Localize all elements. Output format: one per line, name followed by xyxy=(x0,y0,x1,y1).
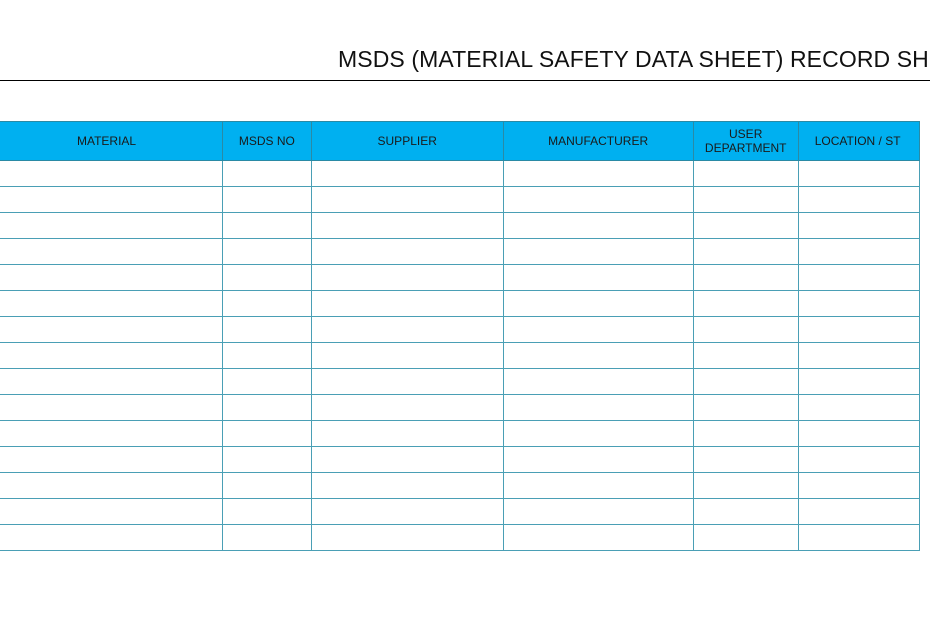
table-header-row xyxy=(0,122,920,161)
cell-msds-no[interactable] xyxy=(223,499,312,525)
cell-supplier[interactable] xyxy=(311,525,503,551)
cell-supplier[interactable] xyxy=(311,213,503,239)
cell-msds-no[interactable] xyxy=(223,525,312,551)
cell-material[interactable] xyxy=(0,421,223,447)
cell-user-department[interactable] xyxy=(693,239,798,265)
cell-msds-no[interactable] xyxy=(223,161,312,187)
cell-supplier[interactable] xyxy=(311,421,503,447)
msds-record-table xyxy=(0,121,920,551)
cell-material[interactable] xyxy=(0,343,223,369)
table-row xyxy=(0,291,920,317)
header-user-department-line2: DEPARTMENT xyxy=(704,141,787,155)
header-msds-no: MSDS NO xyxy=(223,122,312,161)
cell-material[interactable] xyxy=(0,395,223,421)
cell-manufacturer[interactable] xyxy=(503,473,693,499)
table-row xyxy=(0,239,920,265)
table-row xyxy=(0,499,920,525)
cell-manufacturer[interactable] xyxy=(503,317,693,343)
cell-supplier[interactable] xyxy=(311,499,503,525)
cell-manufacturer[interactable] xyxy=(503,499,693,525)
cell-user-department[interactable] xyxy=(693,213,798,239)
header-user-department xyxy=(693,122,798,161)
cell-material[interactable] xyxy=(0,265,223,291)
table-row xyxy=(0,395,920,421)
cell-msds-no[interactable] xyxy=(223,213,312,239)
cell-manufacturer[interactable] xyxy=(503,239,693,265)
cell-location[interactable] xyxy=(798,317,919,343)
cell-material[interactable] xyxy=(0,213,223,239)
cell-location[interactable] xyxy=(798,291,919,317)
cell-supplier[interactable] xyxy=(311,473,503,499)
table-row xyxy=(0,187,920,213)
cell-supplier[interactable] xyxy=(311,395,503,421)
cell-msds-no[interactable] xyxy=(223,291,312,317)
header-location: LOCATION / ST xyxy=(798,122,919,161)
cell-manufacturer[interactable] xyxy=(503,213,693,239)
cell-user-department[interactable] xyxy=(693,187,798,213)
cell-location[interactable] xyxy=(798,161,919,187)
cell-manufacturer[interactable] xyxy=(503,161,693,187)
cell-material[interactable] xyxy=(0,291,223,317)
cell-manufacturer[interactable] xyxy=(503,421,693,447)
title-underline xyxy=(0,80,930,81)
cell-user-department[interactable] xyxy=(693,447,798,473)
header-supplier: SUPPLIER xyxy=(311,122,503,161)
cell-user-department[interactable] xyxy=(693,395,798,421)
cell-material[interactable] xyxy=(0,473,223,499)
table-row xyxy=(0,213,920,239)
cell-manufacturer[interactable] xyxy=(503,343,693,369)
header-user-department-line1: USER xyxy=(729,127,763,141)
cell-msds-no[interactable] xyxy=(223,447,312,473)
cell-supplier[interactable] xyxy=(311,239,503,265)
cell-user-department[interactable] xyxy=(693,525,798,551)
cell-msds-no[interactable] xyxy=(223,343,312,369)
cell-location[interactable] xyxy=(798,395,919,421)
cell-msds-no[interactable] xyxy=(223,421,312,447)
cell-user-department[interactable] xyxy=(693,369,798,395)
cell-material[interactable] xyxy=(0,161,223,187)
cell-location[interactable] xyxy=(798,213,919,239)
cell-location[interactable] xyxy=(798,525,919,551)
cell-msds-no[interactable] xyxy=(223,265,312,291)
cell-supplier[interactable] xyxy=(311,317,503,343)
cell-material[interactable] xyxy=(0,525,223,551)
cell-msds-no[interactable] xyxy=(223,395,312,421)
cell-user-department[interactable] xyxy=(693,343,798,369)
cell-material[interactable] xyxy=(0,369,223,395)
cell-msds-no[interactable] xyxy=(223,369,312,395)
cell-user-department[interactable] xyxy=(693,421,798,447)
cell-location[interactable] xyxy=(798,239,919,265)
cell-location[interactable] xyxy=(798,447,919,473)
table-row xyxy=(0,161,920,187)
cell-user-department[interactable] xyxy=(693,161,798,187)
header-material: MATERIAL xyxy=(0,122,223,161)
cell-location[interactable] xyxy=(798,265,919,291)
cell-material[interactable] xyxy=(0,499,223,525)
cell-location[interactable] xyxy=(798,421,919,447)
document-title: MSDS (MATERIAL SAFETY DATA SHEET) RECORD SH xyxy=(338,46,929,72)
table-row xyxy=(0,317,920,343)
cell-user-department[interactable] xyxy=(693,499,798,525)
table-row xyxy=(0,447,920,473)
table-row xyxy=(0,369,920,395)
cell-msds-no[interactable] xyxy=(223,187,312,213)
cell-location[interactable] xyxy=(798,187,919,213)
table-row xyxy=(0,265,920,291)
cell-manufacturer[interactable] xyxy=(503,187,693,213)
cell-location[interactable] xyxy=(798,499,919,525)
cell-supplier[interactable] xyxy=(311,447,503,473)
cell-msds-no[interactable] xyxy=(223,473,312,499)
header-manufacturer: MANUFACTURER xyxy=(503,122,693,161)
cell-user-department[interactable] xyxy=(693,317,798,343)
cell-manufacturer[interactable] xyxy=(503,265,693,291)
cell-manufacturer[interactable] xyxy=(503,447,693,473)
cell-location[interactable] xyxy=(798,369,919,395)
table-row xyxy=(0,525,920,551)
cell-supplier[interactable] xyxy=(311,161,503,187)
cell-user-department[interactable] xyxy=(693,473,798,499)
cell-material[interactable] xyxy=(0,447,223,473)
cell-user-department[interactable] xyxy=(693,265,798,291)
cell-supplier[interactable] xyxy=(311,291,503,317)
cell-manufacturer[interactable] xyxy=(503,525,693,551)
table-row xyxy=(0,473,920,499)
cell-msds-no[interactable] xyxy=(223,239,312,265)
cell-manufacturer[interactable] xyxy=(503,395,693,421)
cell-manufacturer[interactable] xyxy=(503,291,693,317)
cell-supplier[interactable] xyxy=(311,265,503,291)
cell-supplier[interactable] xyxy=(311,187,503,213)
cell-material[interactable] xyxy=(0,239,223,265)
cell-material[interactable] xyxy=(0,317,223,343)
cell-supplier[interactable] xyxy=(311,343,503,369)
cell-location[interactable] xyxy=(798,343,919,369)
cell-material[interactable] xyxy=(0,187,223,213)
cell-supplier[interactable] xyxy=(311,369,503,395)
table-row xyxy=(0,343,920,369)
cell-location[interactable] xyxy=(798,473,919,499)
table-body xyxy=(0,161,920,551)
cell-msds-no[interactable] xyxy=(223,317,312,343)
table-row xyxy=(0,421,920,447)
cell-user-department[interactable] xyxy=(693,291,798,317)
cell-manufacturer[interactable] xyxy=(503,369,693,395)
